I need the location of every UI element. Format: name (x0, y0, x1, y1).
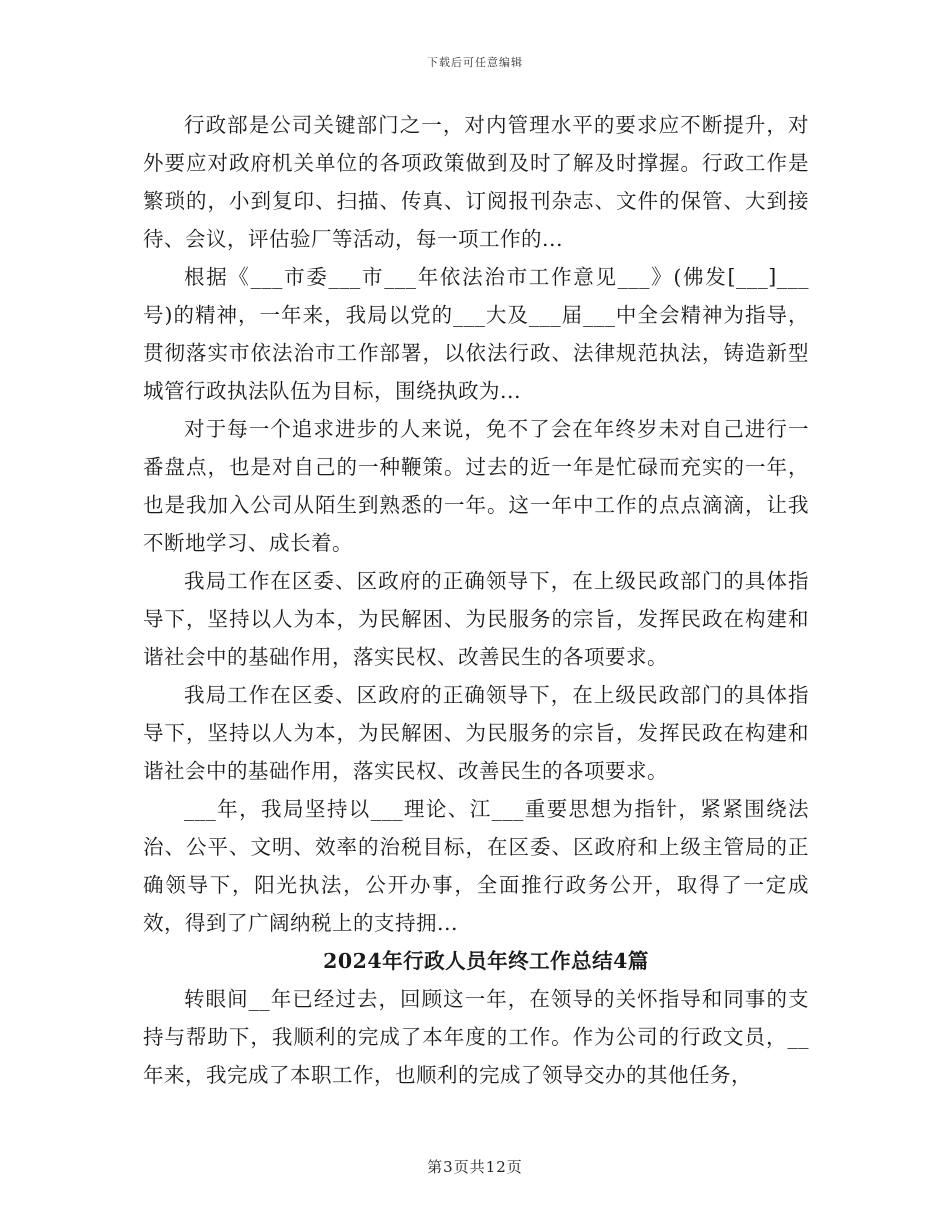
paragraph: 我局工作在区委、区政府的正确领导下，在上级民政部门的具体指导下，坚持以人为本，为民解困、为民服务的宗旨，发挥民政在构建和谐社会中的基础作用，落实民权、改善民生的各项要求。 (143, 569, 809, 669)
paragraph: 行政部是公司关键部门之一，对内管理水平的要求应不断提升，对外要应对政府机关单位的各项政策做到及时了解及时撑握。行政工作是繁琐的，小到复印、扫描、传真、订阅报刊杂志、文件的保管、大到接待、会议，评估验厂等活动，每一项工作的... (143, 113, 809, 251)
paragraph: 对于每一个追求进步的人来说，免不了会在年终岁未对自己进行一番盘点，也是对自己的一种鞭策。过去的近一年是忙碌而充实的一年，也是我加入公司从陌生到熟悉的一年。这一年中工作的点点滴滴，让我不断地学习、成长着。 (143, 417, 809, 555)
paragraph: 根据《___市委___市___年依法治市工作意见___》(佛发[___]___号)的精神，一年来，我局以党的___大及___届___中全会精神为指导，贯彻落实市依法治市工作部署，以依法行政、法律规范执法，铸造新型城管行政执法队伍为目标，围绕执政为... (143, 265, 809, 403)
page-number: 第3页共12页 (427, 1158, 523, 1176)
section-title: 2024年行政人员年终工作总结4篇 (323, 949, 649, 973)
document-body (143, 106, 809, 1094)
paragraph: 转眼间__年已经过去，回顾这一年，在领导的关怀指导和同事的支持与帮助下，我顺利的完成了本年度的工作。作为公司的行政文员，__年来，我完成了本职工作，也顺利的完成了领导交办的其他任务， (143, 987, 809, 1087)
paragraph: 我局工作在区委、区政府的正确领导下，在上级民政部门的具体指导下，坚持以人为本，为民解困、为民服务的宗旨，发挥民政在构建和谐社会中的基础作用，落实民权、改善民生的各项要求。 (143, 683, 809, 783)
header-note: 下载后可任意编辑 (427, 56, 523, 69)
paragraph: ___年，我局坚持以___理论、江___重要思想为指针，紧紧围绕法治、公平、文明、效率的治税目标，在区委、区政府和上级主管局的正确领导下，阳光执法，公开办事，全面推行政务公开，取得了一定成效，得到了广阔纳税上的支持拥... (143, 797, 809, 935)
